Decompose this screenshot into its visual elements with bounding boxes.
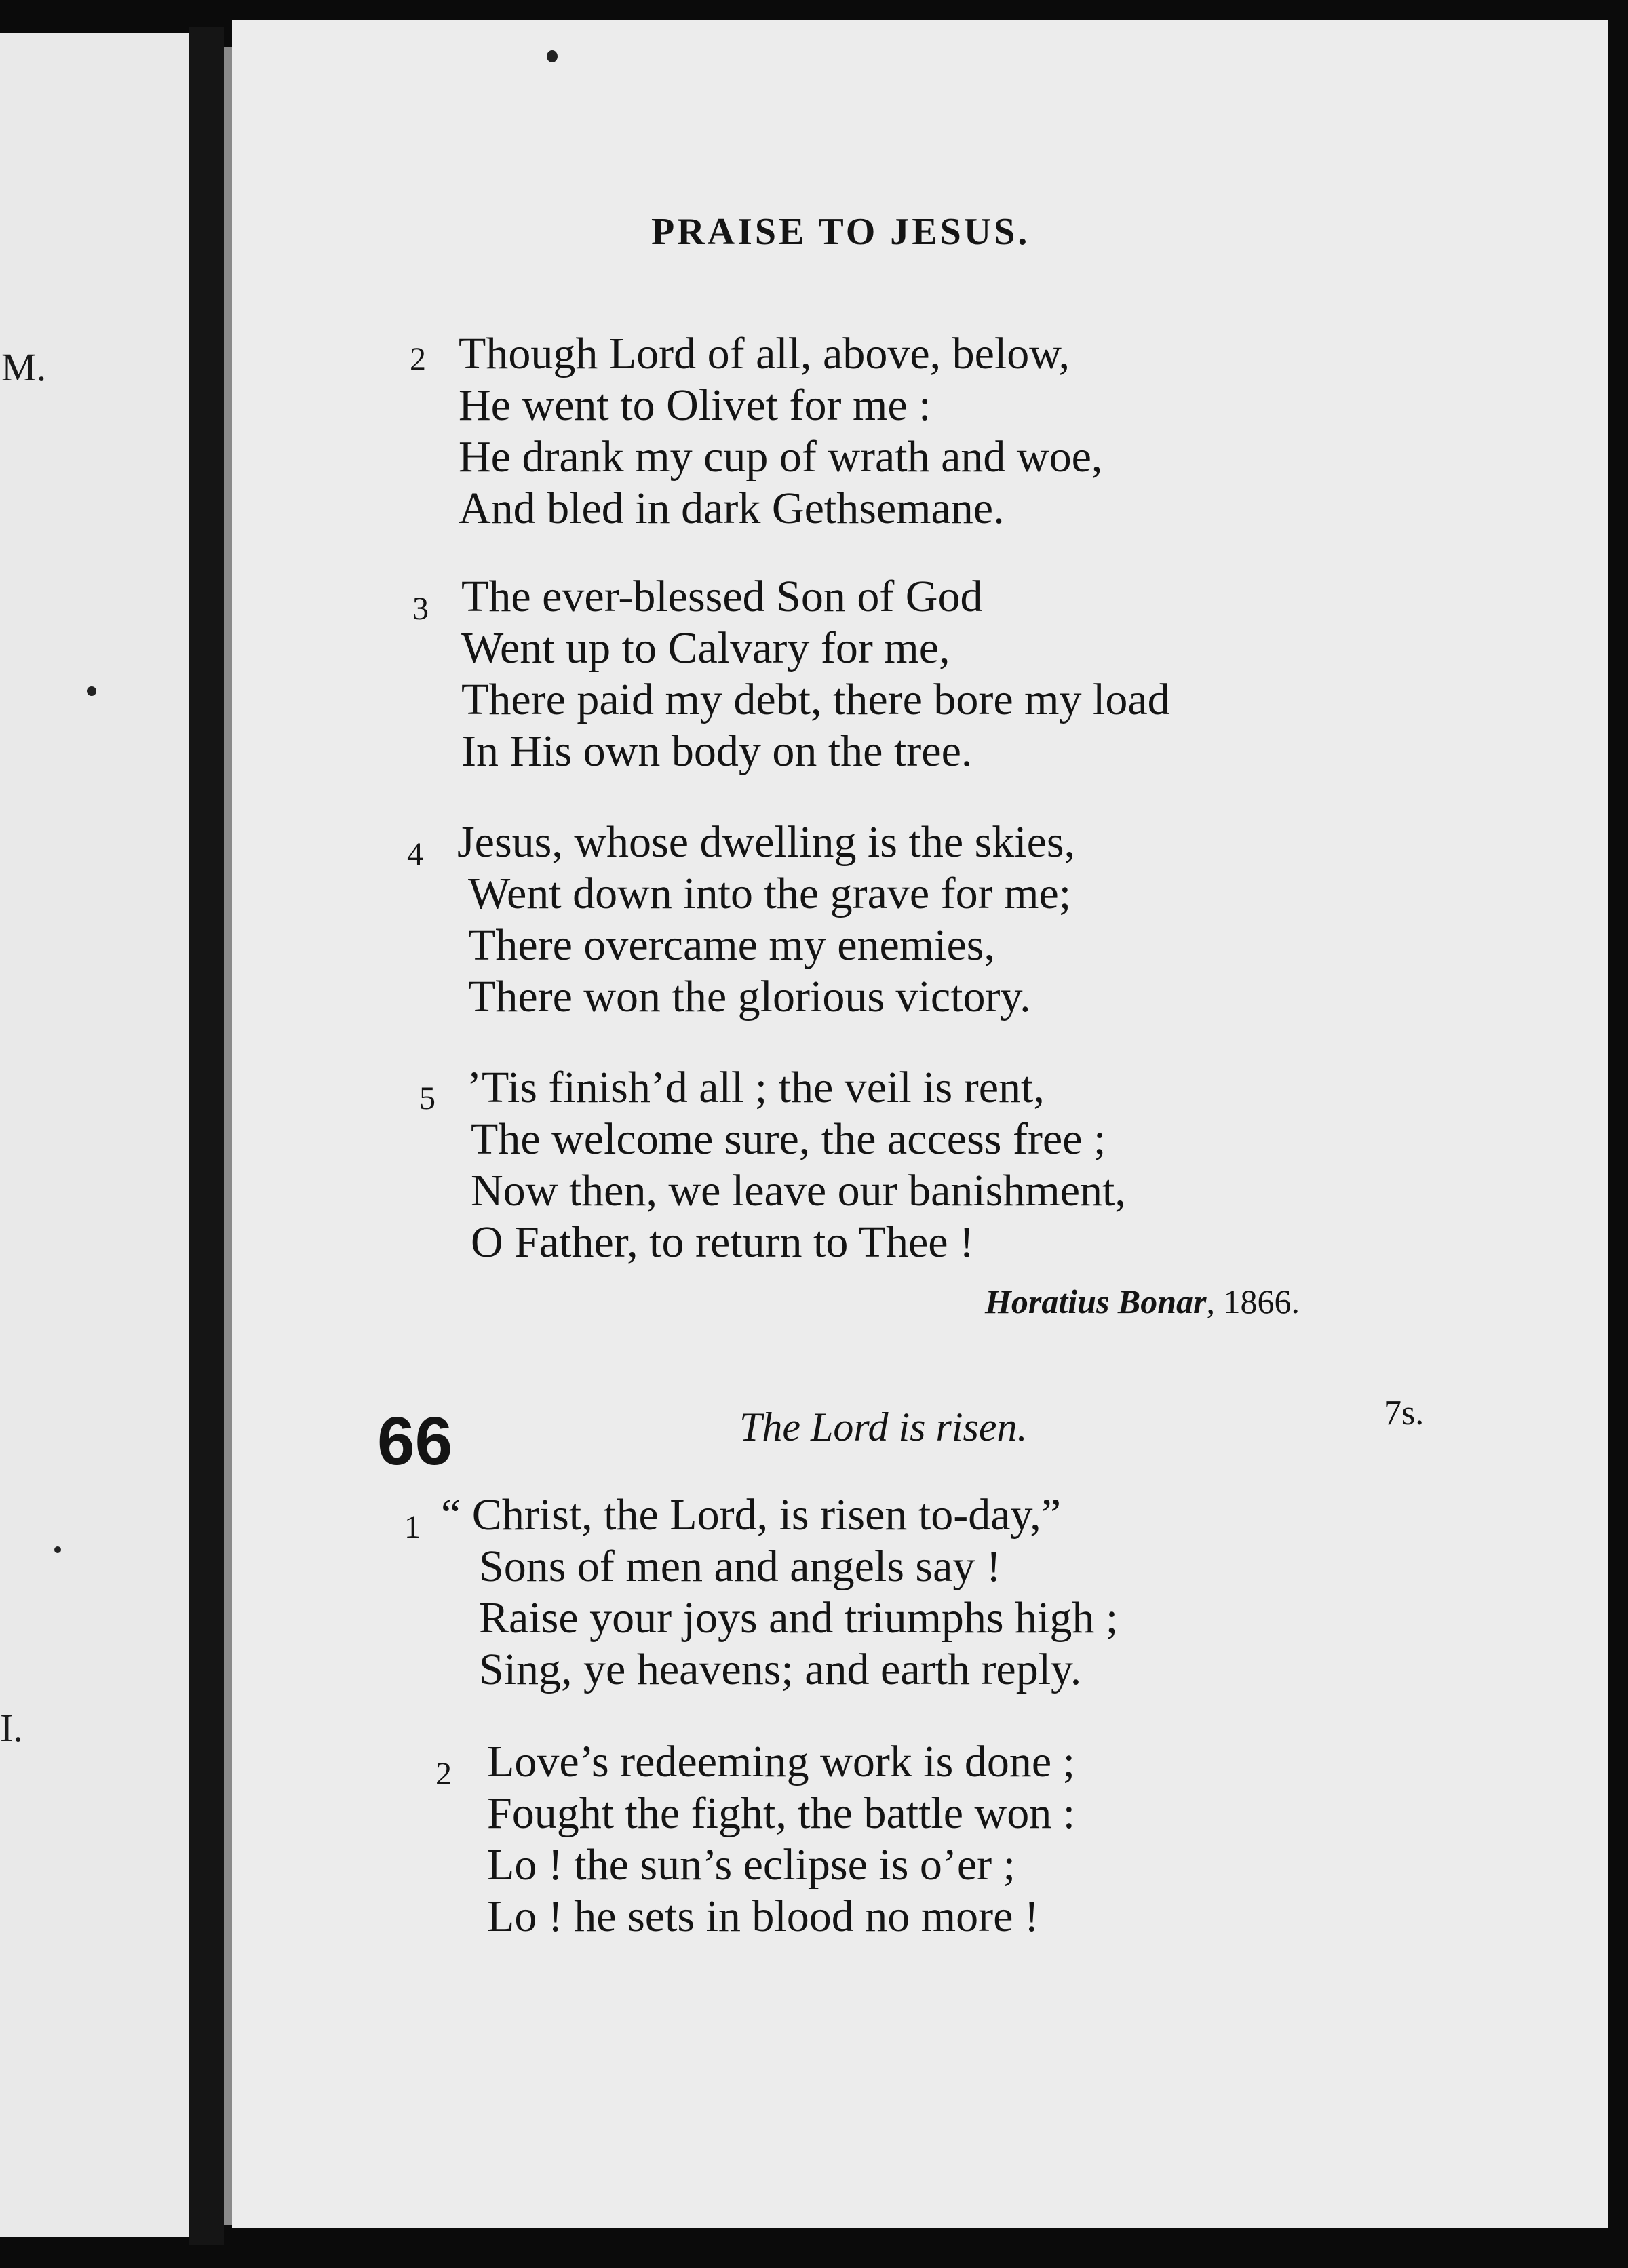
verse-line: And bled in dark Gethsemane. bbox=[459, 484, 1005, 533]
verse-line: The ever-blessed Son of God bbox=[461, 572, 983, 621]
hymn-number: 66 bbox=[377, 1403, 453, 1479]
verse-line: Lo ! the sun’s eclipse is o’er ; bbox=[487, 1840, 1015, 1890]
hymn-attribution: Horatius Bonar, 1866. bbox=[985, 1283, 1300, 1321]
verse-line: Went down into the grave for me; bbox=[468, 869, 1072, 918]
verse-line: Jesus, whose dwelling is the skies, bbox=[457, 817, 1076, 867]
book-spine-gutter bbox=[189, 27, 224, 2245]
verse-line: Now then, we leave our banishment, bbox=[471, 1166, 1126, 1215]
verse-line: He drank my cup of wrath and woe, bbox=[459, 432, 1103, 482]
verse-line: Fought the fight, the battle won : bbox=[487, 1788, 1076, 1838]
verse-line: There won the glorious victory. bbox=[468, 972, 1031, 1021]
verse-line: Lo ! he sets in blood no more ! bbox=[487, 1892, 1039, 1941]
verse-number: 3 bbox=[412, 591, 429, 627]
verse-number: 2 bbox=[410, 341, 426, 377]
ink-speck bbox=[54, 1546, 61, 1553]
verse-number: 2 bbox=[435, 1756, 452, 1792]
author-name: Horatius Bonar bbox=[985, 1283, 1207, 1321]
verse-line: Raise your joys and triumphs high ; bbox=[479, 1593, 1119, 1643]
left-page-fragment: I. bbox=[0, 1706, 23, 1750]
ink-speck bbox=[87, 686, 96, 696]
verse-number: 1 bbox=[404, 1509, 421, 1545]
verse-line: In His own body on the tree. bbox=[461, 726, 973, 776]
hymn-meter: 7s. bbox=[1384, 1394, 1424, 1432]
verse-line: He went to Olivet for me : bbox=[459, 380, 931, 430]
verse-line: There overcame my enemies, bbox=[468, 920, 995, 970]
verse-line: Sing, ye heavens; and earth reply. bbox=[479, 1645, 1082, 1694]
running-head: PRAISE TO JESUS. bbox=[651, 211, 1030, 253]
verse-line: The welcome sure, the access free ; bbox=[471, 1114, 1106, 1164]
verse-line: Sons of men and angels say ! bbox=[479, 1542, 1001, 1591]
verse-line: O Father, to return to Thee ! bbox=[471, 1217, 975, 1267]
verse-line: There paid my debt, there bore my load bbox=[461, 675, 1170, 724]
verse-line: “ Christ, the Lord, is risen to-day,” bbox=[441, 1490, 1062, 1540]
verse-line: Love’s redeeming work is done ; bbox=[487, 1737, 1075, 1786]
verse-line: Though Lord of all, above, below, bbox=[459, 329, 1070, 378]
verse-line: ’Tis finish’d all ; the veil is rent, bbox=[467, 1063, 1045, 1112]
hymn-title: The Lord is risen. bbox=[739, 1405, 1028, 1449]
attribution-year: 1866. bbox=[1223, 1283, 1300, 1321]
ink-speck bbox=[547, 50, 558, 62]
left-page-strip bbox=[0, 33, 189, 2237]
verse-number: 5 bbox=[419, 1080, 435, 1116]
left-page-fragment: M. bbox=[1, 345, 47, 389]
page-edge-shadow bbox=[224, 47, 232, 2225]
verse-line: Went up to Calvary for me, bbox=[461, 623, 950, 673]
verse-number: 4 bbox=[407, 836, 423, 872]
